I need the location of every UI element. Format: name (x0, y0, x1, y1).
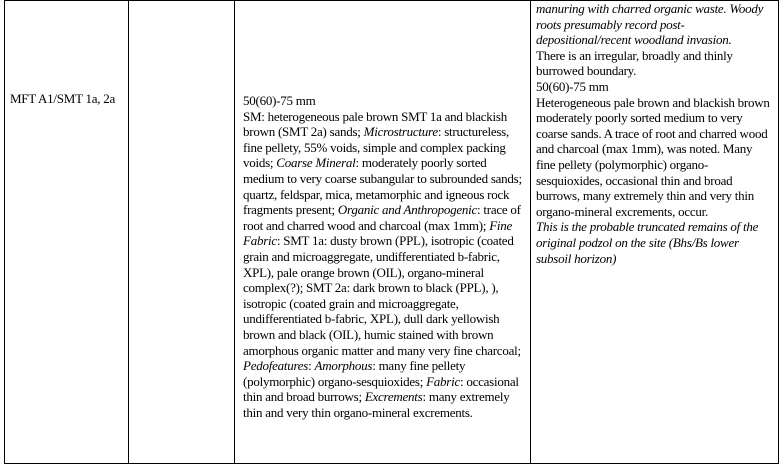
interpretation-cell (531, 1, 779, 464)
coarse-mineral-label: Coarse Mineral (276, 155, 356, 171)
fine-fabric-text: : SMT 1a: dusty brown (PPL), isotropic (coated grain and microaggregate, undifferentiated b-fabric, XPL), pale orange brown (OIL), organo-mineral complex(?); SMT 2a: dark brown to black (PPL), ), isotropic (coated grain and microaggregate, undifferentiated b-fabric, XPL), dull dark yellowish brown and black (OIL), humic stained with brown amorphous organic matter and many very fine charcoal; (243, 233, 521, 358)
coarse-mineral-text: : moderately poorly sorted medium to very coarse subangular to subrounded sands; quartz, feldspar, mica, metamorphic and igneous rock fragments present; (243, 155, 522, 218)
interpretation-depth: 50(60)-75 mm (536, 78, 609, 94)
boundary-text: There is an irregular, broadly and thinly burrowed boundary. (536, 47, 733, 79)
sm-label: SM (243, 108, 262, 124)
soil-description-table (4, 0, 779, 464)
microstructure-text: : structureless, fine pellety, 55% voids, simple and complex packing voids; (243, 124, 509, 171)
interpretation-text (531, 1, 778, 266)
excrements-label: Excrements (364, 389, 423, 405)
empty-cell (129, 1, 235, 464)
table-row (5, 1, 779, 464)
fabric-text: : occasional thin and broad burrows; (243, 373, 519, 405)
amorphous-text: : many fine pellety (polymorphic) organo-sesquioxides; (243, 358, 466, 389)
organic-text: : trace of root and charred wood and charcoal (max 1mm); (243, 202, 521, 233)
pedofeatures-text: : (308, 358, 315, 374)
sample-cell (5, 1, 129, 464)
fine-fabric-label: Fine Fabric (243, 217, 513, 249)
sample-id: MFT A1/SMT 1a, 2a (10, 91, 116, 106)
description-text (235, 1, 530, 420)
interpretation-italic-top: manuring with charred organic waste. Woody roots presumably record post-depositional/recent woodland invasion. (536, 1, 764, 48)
fabric-label: Fabric (426, 373, 460, 389)
sm-text: : heterogeneous pale brown SMT 1a and blackish brown (SMT 2a) sands; (243, 108, 507, 140)
interpretation-body: Heterogeneous pale brown and blackish brown moderately poorly sorted medium to very coarse sands. A trace of root and charred wood and charcoal (max 1mm), was noted. Many fine pellety (polymorphic) organo-sesquioxides, occasional thin and broad burrows, many extremely thin and very thin organo-mineral excrements, occur. (536, 94, 770, 219)
amorphous-label: Amorphous (314, 358, 373, 374)
description-depth: 50(60)-75 mm (243, 93, 316, 108)
interpretation-italic-bottom: This is the probable truncated remains of the original podzol on the site (Bhs/Bs lower subsoil horizon) (536, 219, 759, 266)
pedofeatures-label: Pedofeatures (243, 358, 309, 374)
organic-label: Organic and Anthropogenic (337, 202, 478, 218)
microstructure-label: Microstructure (363, 124, 438, 140)
excrements-text: : many extremely thin and very thin organo-mineral excrements. (243, 389, 510, 420)
micromorphology-description-cell (235, 1, 531, 464)
